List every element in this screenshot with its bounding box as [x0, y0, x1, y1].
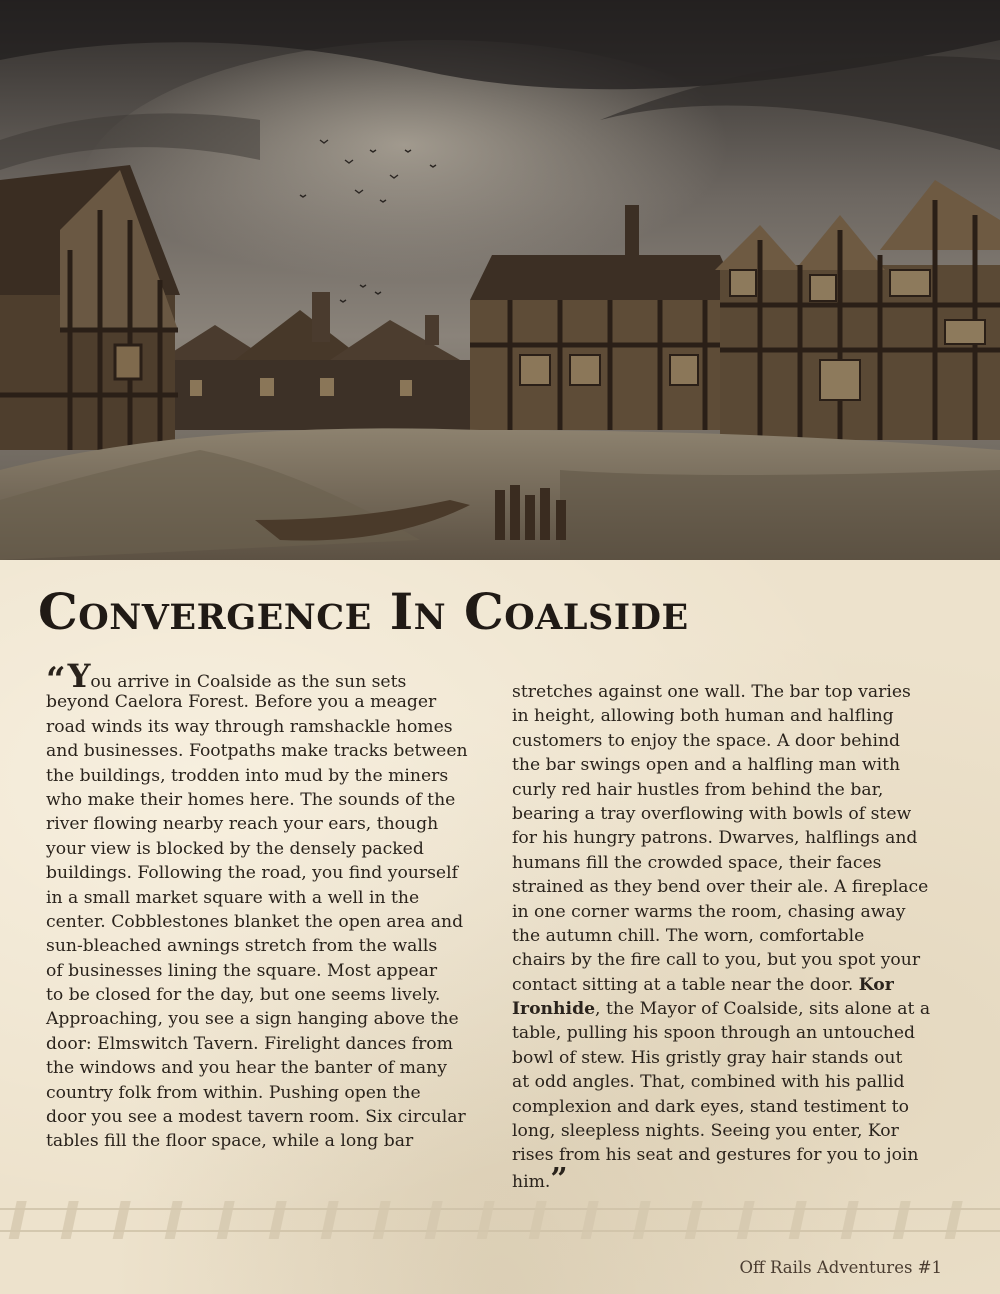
npc-name-first: Kor — [858, 974, 894, 995]
text-line: the autumn chill. The worn, comfortable — [512, 925, 865, 946]
text-line: river flowing nearby reach your ears, though — [46, 814, 439, 835]
text-line: in a small market square with a well in the — [46, 887, 420, 908]
readaloud-column-right — [512, 680, 957, 1197]
text-line: at odd angles. That, combined with his pallid — [512, 1072, 905, 1093]
page-footer: Off Rails Adventures #1 — [739, 1258, 942, 1277]
text-line — [512, 997, 957, 1021]
text-line — [46, 657, 491, 700]
text-line: bearing a tray overflowing with bowls of stew — [512, 803, 912, 824]
text-line: long, sleepless nights. Seeing you enter, Kor — [512, 1121, 899, 1142]
page-title: Convergence In Coalside — [38, 582, 689, 641]
text-line: in height, allowing both human and halfling — [512, 706, 894, 727]
text-line: Approaching, you see a sign hanging above the — [46, 1009, 459, 1030]
text-line: door you see a modest tavern room. Six circular — [46, 1107, 466, 1128]
text-line: country folk from within. Pushing open the — [46, 1082, 421, 1103]
rail-track-decoration — [0, 1195, 1000, 1245]
text-line: door: Elmswitch Tavern. Firelight dances from — [46, 1033, 453, 1054]
text-line-content: ou arrive in Coalside as the sun sets — [90, 672, 407, 692]
text-line: center. Cobblestones blanket the open area and — [46, 911, 464, 932]
text-line-content: contact sitting at a table near the door. — [512, 974, 854, 995]
text-line: of businesses lining the square. Most appear — [46, 960, 438, 981]
text-line: beyond Caelora Forest. Before you a meager — [46, 692, 437, 713]
text-line: to be closed for the day, but one seems lively. — [46, 985, 441, 1006]
text-line-content: , the Mayor of Coalside, sits alone at a — [595, 999, 931, 1020]
text-line: strained as they bend over their ale. A fireplace — [512, 877, 929, 898]
text-line-content: him. — [512, 1171, 551, 1192]
text-line — [512, 973, 957, 997]
npc-name-last: Ironhide — [512, 999, 596, 1020]
close-quote: ” — [550, 1161, 568, 1197]
readaloud-column-left — [46, 657, 491, 1154]
text-line: stretches against one wall. The bar top varies — [512, 682, 911, 702]
drop-cap: Y — [67, 657, 91, 695]
text-line: rises from his seat and gestures for you to join — [512, 1145, 919, 1166]
text-line: complexion and dark eyes, stand testiment to — [512, 1096, 909, 1117]
open-quote: “ — [46, 660, 66, 700]
text-line — [512, 1161, 957, 1197]
text-line: table, pulling his spoon through an untouched — [512, 1023, 916, 1044]
text-line: bowl of stew. His gristly gray hair stands out — [512, 1047, 903, 1068]
text-line: in one corner warms the room, chasing away — [512, 901, 906, 922]
text-line: the bar swings open and a halfling man with — [512, 755, 901, 776]
text-line: the buildings, trodden into mud by the miners — [46, 765, 449, 786]
text-line: your view is blocked by the densely packed — [46, 838, 424, 859]
text-line: buildings. Following the road, you find yourself — [46, 863, 458, 884]
text-line: chairs by the fire call to you, but you spot your — [512, 950, 921, 971]
text-line: and businesses. Footpaths make tracks between — [46, 741, 468, 762]
text-line: humans fill the crowded space, their faces — [512, 852, 882, 873]
text-line: for his hungry patrons. Dwarves, halflings and — [512, 828, 918, 849]
text-line: customers to enjoy the space. A door behind — [512, 730, 901, 751]
text-line: sun-bleached awnings stretch from the walls — [46, 936, 438, 957]
text-line: who make their homes here. The sounds of the — [46, 789, 456, 810]
text-line: the windows and you hear the banter of many — [46, 1058, 447, 1079]
text-line: curly red hair hustles from behind the bar, — [512, 779, 884, 800]
village-illustration — [0, 0, 1000, 560]
text-line: tables fill the floor space, while a long bar — [46, 1131, 414, 1152]
text-line: road winds its way through ramshackle homes — [46, 716, 453, 737]
